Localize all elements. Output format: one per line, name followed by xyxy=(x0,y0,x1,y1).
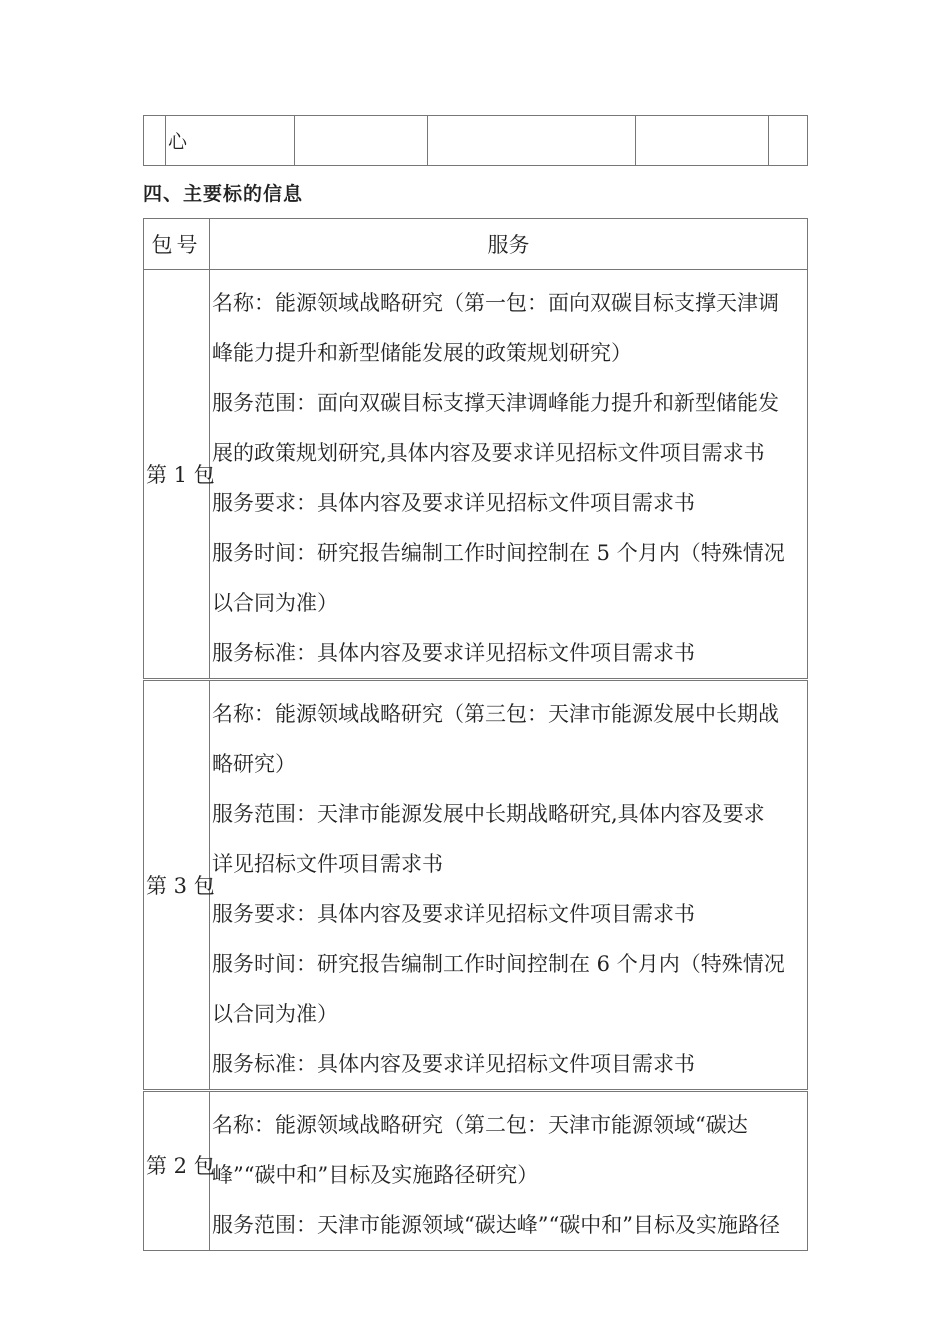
section-heading: 四、主要标的信息 xyxy=(143,183,304,205)
table-cell xyxy=(428,116,636,166)
service-description xyxy=(210,1091,808,1251)
package-number: 第 2 包 xyxy=(144,1091,210,1251)
table-header-row xyxy=(144,219,808,270)
table-cell xyxy=(636,116,769,166)
service-line: 以合同为准） xyxy=(212,1002,338,1026)
service-line: 服务范围：天津市能源发展中长期战略研究,具体内容及要求 xyxy=(212,802,765,826)
service-line: 以合同为准） xyxy=(212,591,338,615)
service-line: 名称：能源领域战略研究（第二包：天津市能源领域“碳达 xyxy=(212,1113,748,1137)
main-items-table xyxy=(143,218,808,1251)
package-number: 第 3 包 xyxy=(144,680,210,1091)
table-cell xyxy=(144,116,166,166)
service-line: 服务范围：面向双碳目标支撑天津调峰能力提升和新型储能发 xyxy=(212,391,779,415)
table-row xyxy=(144,116,808,166)
service-line: 服务时间：研究报告编制工作时间控制在 6 个月内（特殊情况 xyxy=(212,952,785,976)
service-line: 峰”“碳中和”目标及实施路径研究） xyxy=(212,1163,539,1187)
service-line: 峰能力提升和新型储能发展的政策规划研究） xyxy=(212,341,632,365)
table-cell: 心 xyxy=(166,116,295,166)
table-cell xyxy=(295,116,428,166)
table-cell xyxy=(769,116,808,166)
service-line: 服务标准：具体内容及要求详见招标文件项目需求书 xyxy=(212,641,695,665)
table-row xyxy=(144,270,808,680)
service-line: 服务要求：具体内容及要求详见招标文件项目需求书 xyxy=(212,491,695,515)
service-line: 略研究） xyxy=(212,752,296,776)
header-service: 服务 xyxy=(210,219,808,270)
service-line: 服务要求：具体内容及要求详见招标文件项目需求书 xyxy=(212,902,695,926)
service-line: 服务时间：研究报告编制工作时间控制在 5 个月内（特殊情况 xyxy=(212,541,785,565)
service-line: 展的政策规划研究,具体内容及要求详见招标文件项目需求书 xyxy=(212,441,765,465)
table-row xyxy=(144,1091,808,1251)
service-line: 服务标准：具体内容及要求详见招标文件项目需求书 xyxy=(212,1052,695,1076)
service-line: 详见招标文件项目需求书 xyxy=(212,852,443,876)
service-description xyxy=(210,270,808,680)
package-number: 第 1 包 xyxy=(144,270,210,680)
header-package: 包号 xyxy=(144,219,210,270)
service-line: 名称：能源领域战略研究（第三包：天津市能源发展中长期战 xyxy=(212,702,779,726)
service-description xyxy=(210,680,808,1091)
continued-table xyxy=(143,115,808,166)
table-row xyxy=(144,680,808,1091)
service-line: 服务范围：天津市能源领域“碳达峰”“碳中和”目标及实施路径 xyxy=(212,1213,780,1237)
service-line: 名称：能源领域战略研究（第一包：面向双碳目标支撑天津调 xyxy=(212,291,779,315)
